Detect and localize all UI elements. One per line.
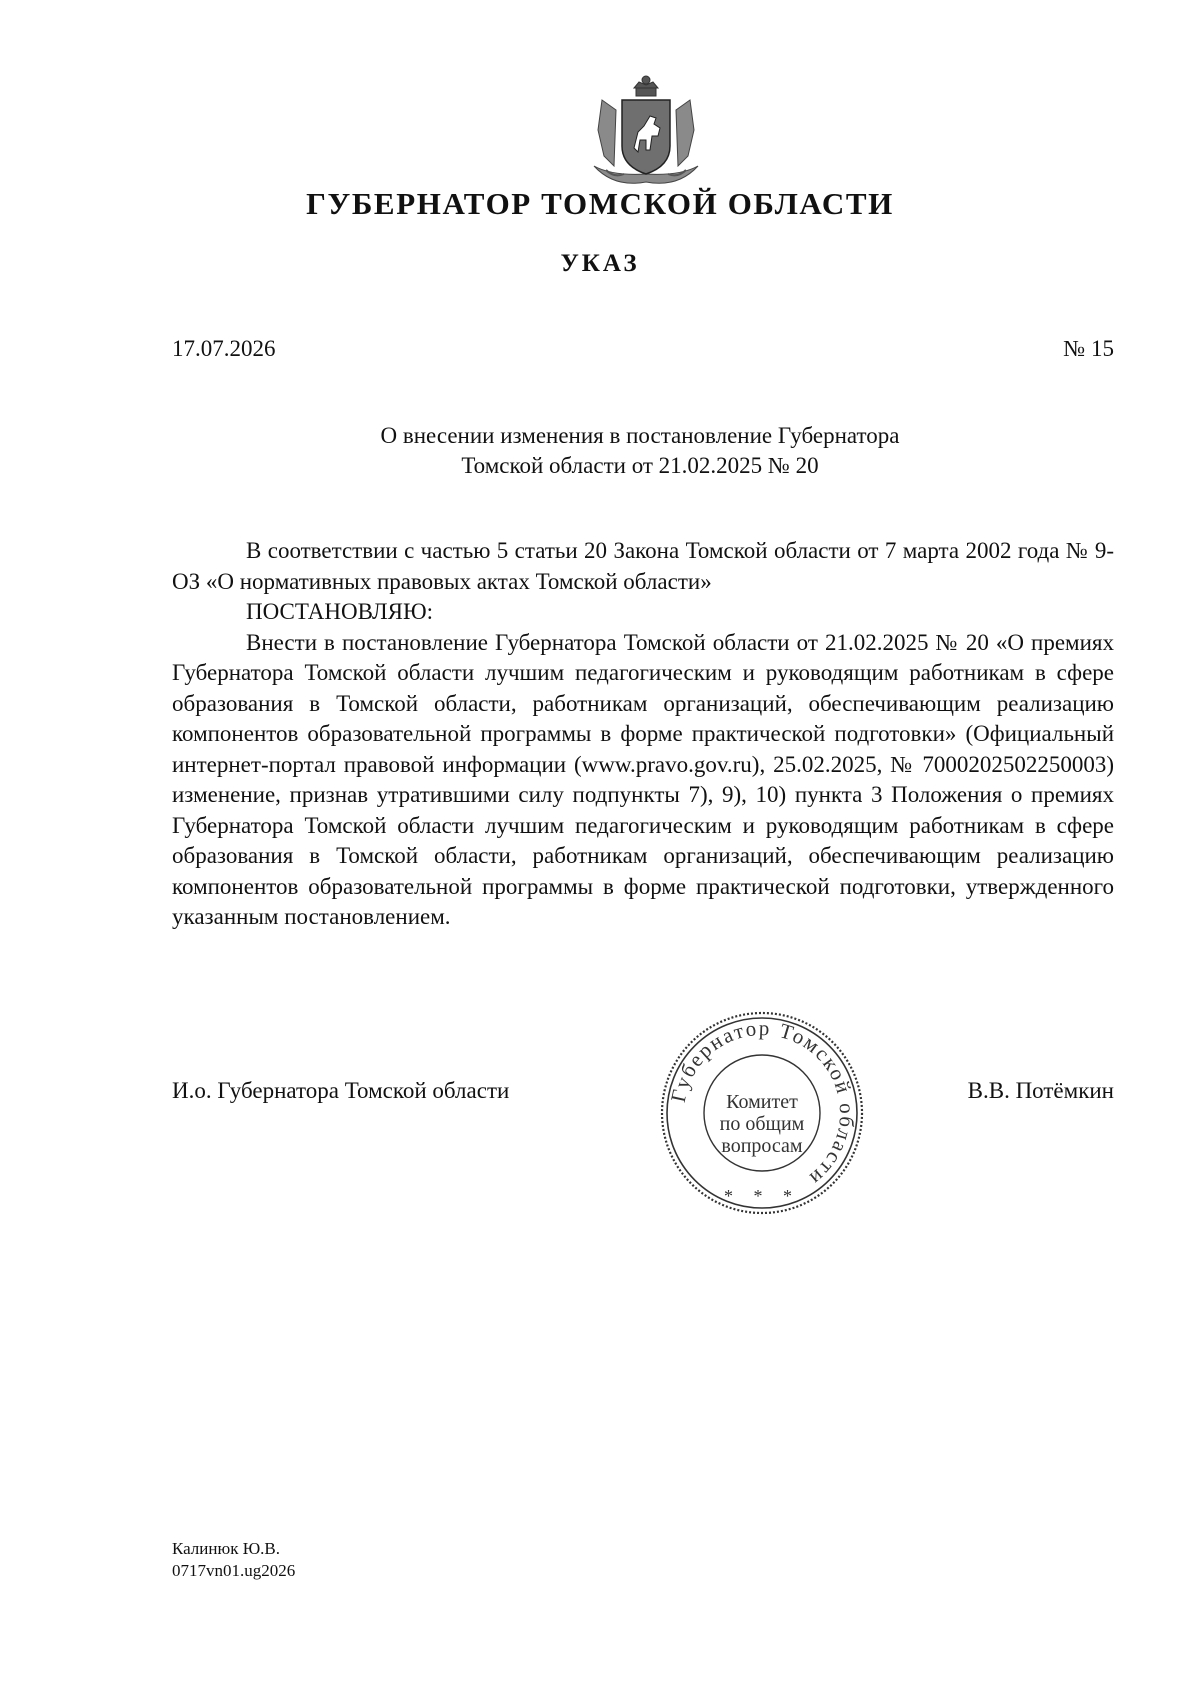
signatory-name: В.В. Потёмкин <box>967 1078 1114 1103</box>
official-seal <box>657 1008 867 1218</box>
seal-stars: * * * <box>724 1186 800 1206</box>
issuing-authority-title: ГУБЕРНАТОР ТОМСКОЙ ОБЛАСТИ <box>306 186 894 221</box>
subject-line: О внесении изменения в постановление Губернатора <box>380 423 900 448</box>
seal-inner-text: Комитет <box>726 1091 798 1113</box>
executor-name: Калинюк Ю.В. <box>172 1539 281 1558</box>
main-paragraph: Внести в постановление Губернатора Томской области от 21.02.2025 № 20 «О премиях Губернатора Томской области лучшим педагогическим и руководящим работникам в сфере образования в Томской области, работникам организаций, обеспечивающим реализацию компонентов образовательной программы в форме практической подготовки» (Официальный интернет-портал правовой информации (www.pravo.gov.ru), 25.02.2025, № 7000202502250003) изменение, признав утратившими силу подпункты 7), 9), 10) пункта 3 Положения о премиях Губернатора Томской области лучшим педагогическим и руководящим работникам в сфере образования в Томской области, работникам организаций, обеспечивающим реализацию компонентов образовательной программы в форме практической подготовки, утвержденного указанным постановлением. <box>172 629 1114 929</box>
document-code: 0717vn01.ug2026 <box>172 1561 296 1580</box>
seal-inner-text: вопросам <box>721 1135 803 1157</box>
decree-word: ПОСТАНОВЛЯЮ: <box>246 599 434 624</box>
document-body <box>172 536 1114 933</box>
executor-block <box>172 1538 295 1582</box>
preamble-paragraph: В соответствии с частью 5 статьи 20 Закона Томской области от 7 марта 2002 года № 9-ОЗ «О нормативных правовых актах Томской области» <box>172 538 1114 594</box>
document-subject <box>200 421 1080 481</box>
tomsk-coat-of-arms-icon <box>584 70 708 190</box>
subject-line: Томской области от 21.02.2025 № 20 <box>461 453 819 478</box>
seal-inner-text: по общим <box>719 1113 805 1135</box>
document-number: № 15 <box>1063 336 1114 361</box>
signatory-title: И.о. Губернатора Томской области <box>172 1078 510 1103</box>
document-date: 17.07.2026 <box>172 336 276 361</box>
document-type-title: УКАЗ <box>560 250 640 277</box>
seal-outer-text: Губернатор Томской области <box>665 1015 860 1192</box>
